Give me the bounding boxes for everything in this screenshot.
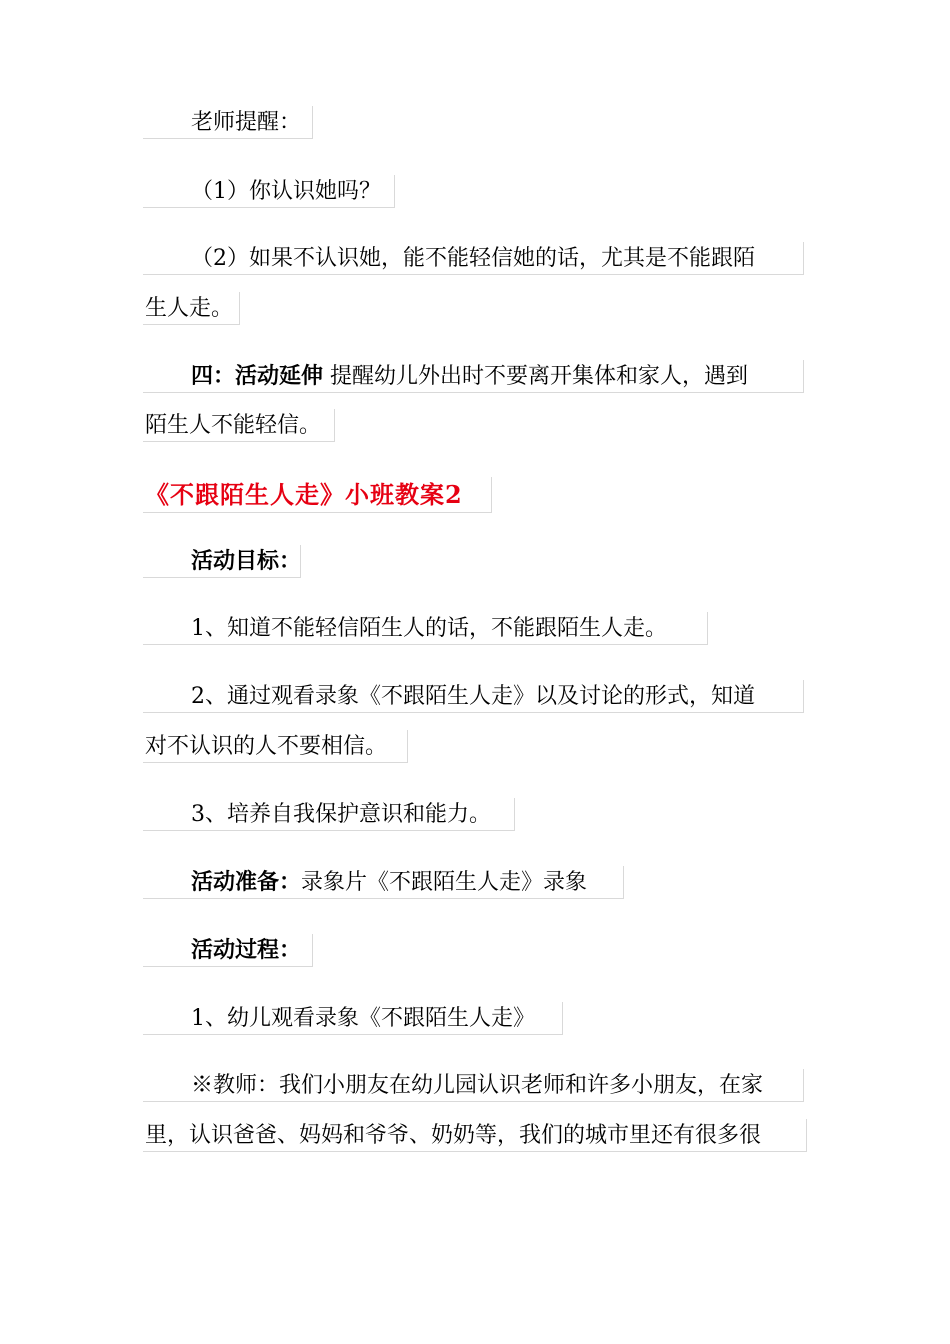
preparation-label: 活动准备：: [191, 869, 302, 895]
question-2: （2）如果不认识她，能不能轻信她的话，尤其是不能跟陌: [143, 242, 804, 275]
objective-2: 2、通过观看录象《不跟陌生人走》以及讨论的形式，知道: [143, 680, 804, 713]
teacher-speech: ※教师：我们小朋友在幼儿园认识老师和许多小朋友，在家: [143, 1069, 804, 1102]
process-heading: 活动过程：: [143, 934, 313, 967]
preparation-paragraph: [143, 866, 624, 899]
teacher-reminder-heading: 老师提醒：: [143, 106, 313, 139]
extension-label: 四：活动延伸: [191, 363, 324, 389]
extension-continued: 陌生人不能轻信。: [143, 409, 335, 442]
lesson-title: 《不跟陌生人走》小班教案2: [143, 477, 492, 513]
extension-text: 提醒幼儿外出时不要离开集体和家人，遇到: [323, 364, 749, 389]
question-1: （1）你认识她吗？: [143, 175, 395, 208]
process-step-1: 1、幼儿观看录象《不跟陌生人走》: [143, 1002, 563, 1035]
objectives-heading: 活动目标：: [143, 545, 301, 578]
objective-3: 3、培养自我保护意识和能力。: [143, 798, 515, 831]
objective-1: 1、知道不能轻信陌生人的话，不能跟陌生人走。: [143, 612, 708, 645]
objective-2-continued: 对不认识的人不要相信。: [143, 730, 408, 763]
extension-paragraph: [143, 360, 804, 393]
preparation-text: 录象片《不跟陌生人走》录象: [301, 870, 588, 895]
teacher-speech-continued: 里，认识爸爸、妈妈和爷爷、奶奶等，我们的城市里还有很多很: [143, 1119, 807, 1152]
question-2-continued: 生人走。: [143, 292, 240, 325]
